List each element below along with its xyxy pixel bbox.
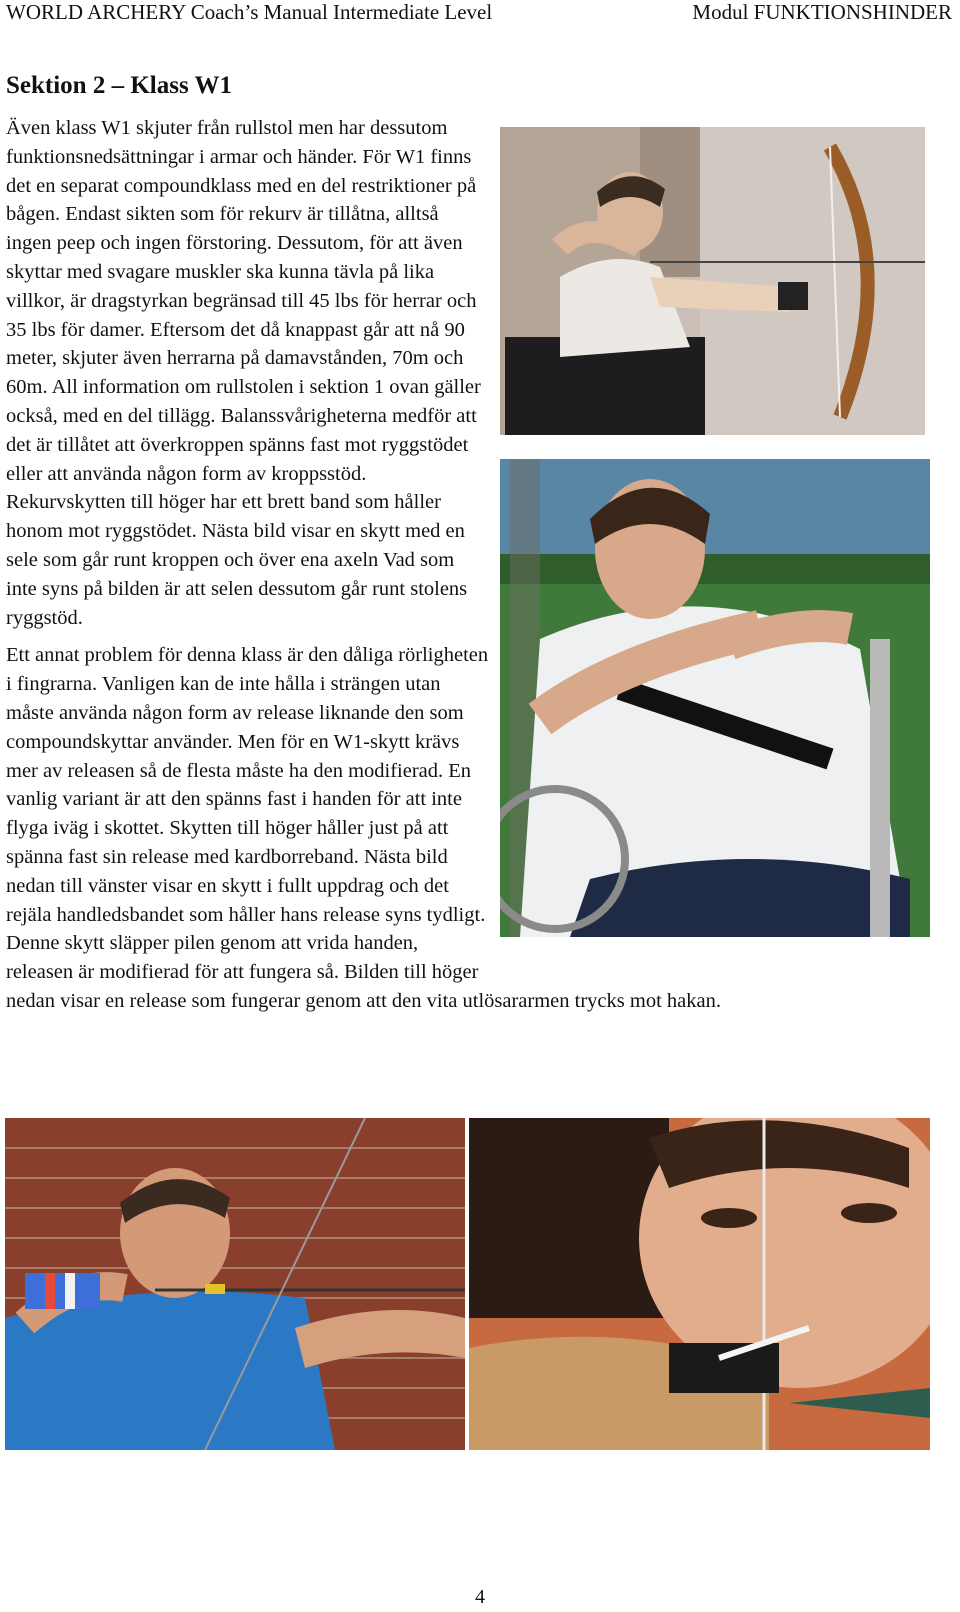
paragraph-2: Ett annat problem för denna klass är den dåliga rörligheten i fingrarna. Vanligen kan de inte hålla i strängen utan måste använda någon form av release liknande den som compoundskyttar använder. Men för en W1-skytt krävs mer av releasen så de flesta måste ha den modifierad. En vanlig variant är att den spänns fast i handen för att inte flyga iväg i skottet. Skytten till höger håller just på att spänna fast sin release med kardborreband. Nästa bild nedan till vänster visar en skytt i fullt uppdrag och det rejäla handledsbandet som håller hans release syns tydligt. Denne skytt släpper pilen genom att vrida handen, releasen är modifierad för att fungera så. Bilden till höger nedan visar en release som fungerar genom att den vita utlösararmen trycks mot hakan. (6, 644, 721, 1012)
header-manual-title: WORLD ARCHERY Coach’s Manual Intermediate Level (6, 0, 493, 24)
photo-archer-wrist-strap (5, 1118, 465, 1450)
section-title: Sektion 2 – Klass W1 (6, 72, 232, 99)
photo-release-under-chin (469, 1118, 930, 1450)
photo-archer-with-harness (500, 459, 930, 937)
paragraph-1: Även klass W1 skjuter från rullstol men har dessutom funktionsnedsättningar i armar och händer. För W1 finns det en separat compoundklass med en del restriktioner på bågen. Endast sikten som för rekurv är tillåtna, alltså ingen peep och ingen förstoring. Dessutom, för att även skyttar med svagare muskler ska kunna tävla på lika villkor, är dragstyrkan begränsad till 45 lbs för herrar och 35 lbs för damer. Eftersom det då knappast går att nå 90 meter, skjuter även herrarna på damavstånden, 70m och 60m. All information om rullstolen i sektion 1 ovan gäller också, med en del tillägg. Balanssvårigheterna medför att det är tillåtet att överkroppen spänns fast mot ryggstödet eller att använda någon form av kroppsstöd. Rekurvskytten till höger har ett brett band som håller honom mot ryggstödet. Nästa bild visar en skytt med en sele som går runt kroppen och över ena axeln Vad som inte syns på bilden är att selen dessutom går runt stolens ryggstöd. (6, 117, 481, 629)
photo-recurve-archer-wheelchair (500, 127, 925, 435)
page-number: 4 (475, 1586, 485, 1608)
page-header (0, 0, 960, 30)
header-module-title: Modul FUNKTIONSHINDER (692, 0, 952, 24)
